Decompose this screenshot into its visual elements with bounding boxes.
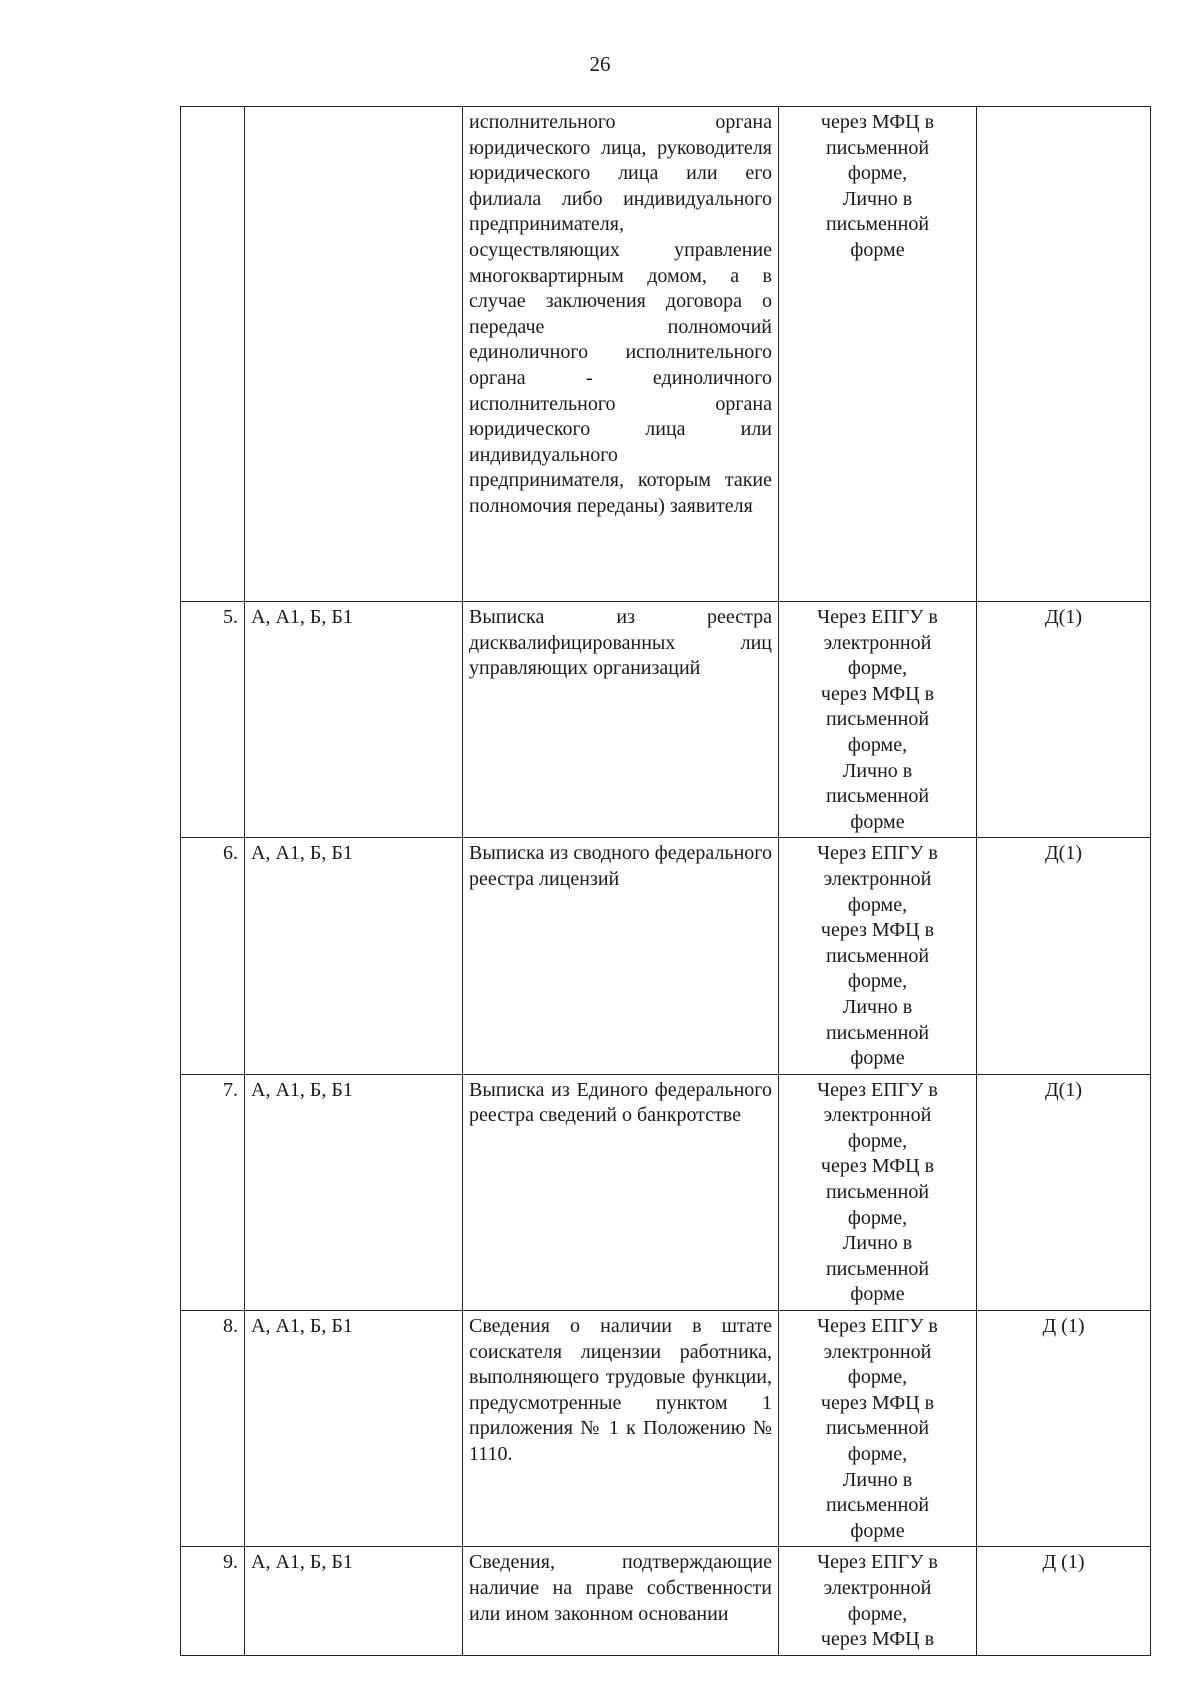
- submission-method-line: форме: [850, 238, 905, 261]
- submission-method-line: Лично в: [842, 1468, 913, 1491]
- submission-method-line: форме,: [847, 657, 908, 680]
- requirement-code: Д(1): [977, 838, 1151, 1074]
- row-number: 7.: [181, 1074, 245, 1310]
- submission-method-line: форме,: [847, 970, 908, 993]
- submission-method-line: письменной: [825, 1417, 930, 1440]
- submission-method-line: через МФЦ в: [820, 111, 935, 133]
- applicant-categories: А, А1, Б, Б1: [245, 1311, 463, 1547]
- submission-method: [779, 838, 977, 1074]
- submission-method-line: Лично в: [842, 1232, 913, 1255]
- submission-method-line: Через ЕПГУ в: [817, 1551, 938, 1574]
- document-name: исполнительного органа юридического лица, руководителя юридического лица или его филиала либо индивидуального предпринимателя, осуществляющих управление многоквартирным домом, а в случае заключения договора о передаче полномочий единоличного исполнительного органа - единоличного исполнительного органа юридического лица или индивидуального предпринимателя, которым такие полномочия переданы) заявителя: [463, 107, 779, 602]
- submission-method-line: форме,: [847, 1206, 908, 1229]
- submission-method-line: письменной: [825, 944, 930, 967]
- submission-method-line: электронной: [823, 1104, 932, 1127]
- submission-method-line: письменной: [825, 136, 930, 159]
- submission-method-line: Через ЕПГУ в: [817, 606, 938, 628]
- applicant-categories: А, А1, Б, Б1: [245, 1547, 463, 1655]
- applicant-categories: А, А1, Б, Б1: [245, 1074, 463, 1310]
- applicant-categories: А, А1, Б, Б1: [245, 602, 463, 838]
- row-number: 6.: [181, 838, 245, 1074]
- submission-method-line: форме,: [847, 893, 908, 916]
- table-row: [181, 1547, 1151, 1655]
- submission-method-line: Через ЕПГУ в: [817, 842, 938, 865]
- requirement-code: Д (1): [977, 1547, 1151, 1655]
- applicant-categories: А, А1, Б, Б1: [245, 838, 463, 1074]
- row-number: 9.: [181, 1547, 245, 1655]
- documents-table: [180, 106, 1151, 1656]
- document-name: Выписка из реестра дисквалифицированных лиц управляющих организаций: [463, 602, 779, 838]
- submission-method-line: письменной: [825, 1257, 930, 1280]
- submission-method-line: Лично в: [842, 995, 913, 1018]
- submission-method-line: форме,: [847, 162, 908, 185]
- table-row: [181, 602, 1151, 838]
- requirement-code: Д(1): [977, 1074, 1151, 1310]
- table-row: [181, 107, 1151, 602]
- submission-method-line: письменной: [825, 1021, 930, 1044]
- submission-method-line: электронной: [823, 867, 932, 890]
- document-name: Выписка из Единого федерального реестра сведений о банкротстве: [463, 1074, 779, 1310]
- submission-method-line: Через ЕПГУ в: [817, 1315, 938, 1338]
- submission-method: [779, 1074, 977, 1310]
- submission-method-line: письменной: [825, 708, 930, 731]
- submission-method-line: письменной: [825, 213, 930, 236]
- submission-method-line: Лично в: [842, 187, 913, 210]
- table-row: [181, 838, 1151, 1074]
- submission-method-line: форме,: [847, 1366, 908, 1389]
- document-name: Сведения о наличии в штате соискателя лицензии работника, выполняющего трудовые функции, предусмотренные пунктом 1 приложения № 1 к Положению № 1110.: [463, 1311, 779, 1547]
- requirement-code: [977, 107, 1151, 602]
- submission-method-line: электронной: [823, 631, 932, 654]
- submission-method-line: через МФЦ в: [820, 919, 935, 942]
- row-number: 8.: [181, 1311, 245, 1547]
- submission-method-line: форме,: [847, 733, 908, 756]
- submission-method-line: письменной: [825, 1494, 930, 1517]
- submission-method: [779, 1311, 977, 1547]
- submission-method-line: электронной: [823, 1576, 932, 1599]
- requirement-code: Д(1): [977, 602, 1151, 838]
- submission-method-line: через МФЦ в: [820, 682, 935, 705]
- table-row: [181, 1311, 1151, 1547]
- requirement-code: Д (1): [977, 1311, 1151, 1547]
- table-row: [181, 1074, 1151, 1310]
- submission-method-line: электронной: [823, 1340, 932, 1363]
- submission-method-line: через МФЦ в: [820, 1628, 935, 1651]
- submission-method-line: письменной: [825, 1181, 930, 1204]
- submission-method-line: Лично в: [842, 759, 913, 782]
- submission-method-line: через МФЦ в: [820, 1391, 935, 1414]
- submission-method-line: письменной: [825, 785, 930, 808]
- page-number: 26: [589, 52, 611, 76]
- submission-method-line: форме,: [847, 1129, 908, 1152]
- submission-method-line: Через ЕПГУ в: [817, 1078, 938, 1101]
- submission-method-line: форме: [850, 1047, 905, 1070]
- submission-method: [779, 602, 977, 838]
- submission-method-line: форме: [850, 1283, 905, 1306]
- document-name: Выписка из сводного федерального реестра лицензий: [463, 838, 779, 1074]
- applicant-categories: [245, 107, 463, 602]
- submission-method-line: форме: [850, 810, 905, 833]
- document-name: Сведения, подтверждающие наличие на праве собственности или ином законном основании: [463, 1547, 779, 1655]
- submission-method-line: форме,: [847, 1602, 908, 1625]
- row-number: [181, 107, 245, 602]
- row-number: 5.: [181, 602, 245, 838]
- submission-method: [779, 1547, 977, 1655]
- submission-method: [779, 107, 977, 602]
- submission-method-line: форме,: [847, 1443, 908, 1465]
- submission-method-line: форме: [850, 1519, 905, 1542]
- submission-method-line: через МФЦ в: [820, 1155, 935, 1178]
